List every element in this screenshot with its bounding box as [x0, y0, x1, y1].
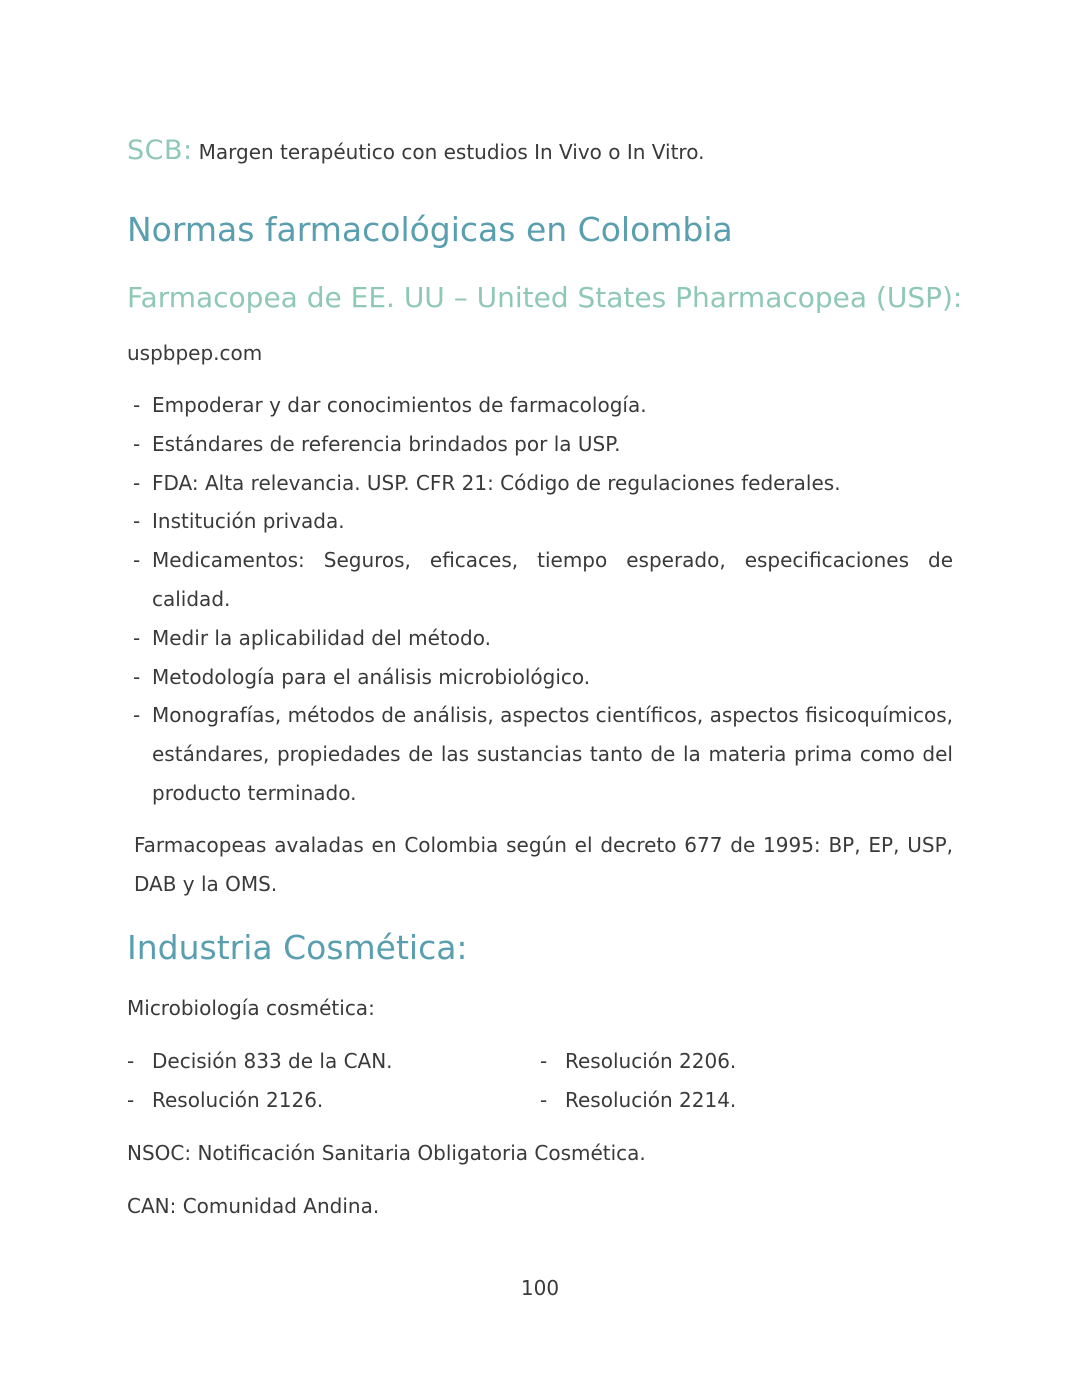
- can-definition-block: [127, 1187, 953, 1226]
- nsoc-definition: NSOC: Notificación Sanitaria Obligatoria Cosmética.: [127, 1141, 646, 1165]
- can-definition: CAN: Comunidad Andina.: [127, 1194, 380, 1218]
- list-item: - Metodología para el análisis microbiológico.: [127, 658, 953, 697]
- regulation-list-left: [127, 1042, 540, 1120]
- list-item: - Resolución 2126.: [127, 1081, 540, 1120]
- list-item: - Medir la aplicabilidad del método.: [127, 619, 953, 658]
- list-item: - Empoderar y dar conocimientos de farmacología.: [127, 386, 953, 425]
- usp-list-block: [127, 386, 953, 813]
- regulation-list-right: [540, 1042, 953, 1120]
- cosmetica-heading-block: [127, 928, 953, 968]
- cosmetica-heading: Industria Cosmética:: [127, 928, 468, 967]
- normas-heading: Normas farmacológicas en Colombia: [127, 210, 733, 249]
- list-item: - Estándares de referencia brindados por la USP.: [127, 425, 953, 464]
- page-number: 100: [520, 1276, 560, 1300]
- usp-bullet-list: [127, 386, 953, 813]
- list-item: - Medicamentos: Seguros, eficaces, tiempo esperado, especificaciones de calidad.: [127, 541, 953, 619]
- farmacopeas-note: Farmacopeas avaladas en Colombia según el decreto 677 de 1995: BP, EP, USP, DAB y la OMS.: [134, 833, 953, 896]
- cosmetica-intro: Microbiología cosmética:: [127, 996, 375, 1020]
- usp-subheading: Farmacopea de EE. UU – United States Pharmacopea (USP):: [127, 281, 963, 314]
- cosmetica-intro-block: [127, 989, 953, 1028]
- scb-definition: [127, 134, 953, 169]
- farmacopeas-note-block: [134, 826, 953, 904]
- usp-subheading-block: [127, 280, 963, 316]
- list-item: - Decisión 833 de la CAN.: [127, 1042, 540, 1081]
- list-item: - Resolución 2214.: [540, 1081, 953, 1120]
- normas-heading-block: [127, 210, 953, 250]
- scb-term: SCB:: [127, 135, 193, 166]
- list-item: - Monografías, métodos de análisis, aspectos científicos, aspectos fisicoquímicos, estándares, propiedades de las sustancias tanto de la materia prima como del producto terminado.: [127, 696, 953, 812]
- usp-website-block: [127, 334, 953, 373]
- nsoc-definition-block: [127, 1134, 953, 1173]
- list-item: - Institución privada.: [127, 502, 953, 541]
- scb-text: Margen terapéutico con estudios In Vivo o In Vitro.: [198, 140, 705, 164]
- list-item: - Resolución 2206.: [540, 1042, 953, 1081]
- list-item: - FDA: Alta relevancia. USP. CFR 21: Código de regulaciones federales.: [127, 464, 953, 503]
- regulation-columns: [127, 1042, 953, 1120]
- usp-website: uspbpep.com: [127, 341, 263, 365]
